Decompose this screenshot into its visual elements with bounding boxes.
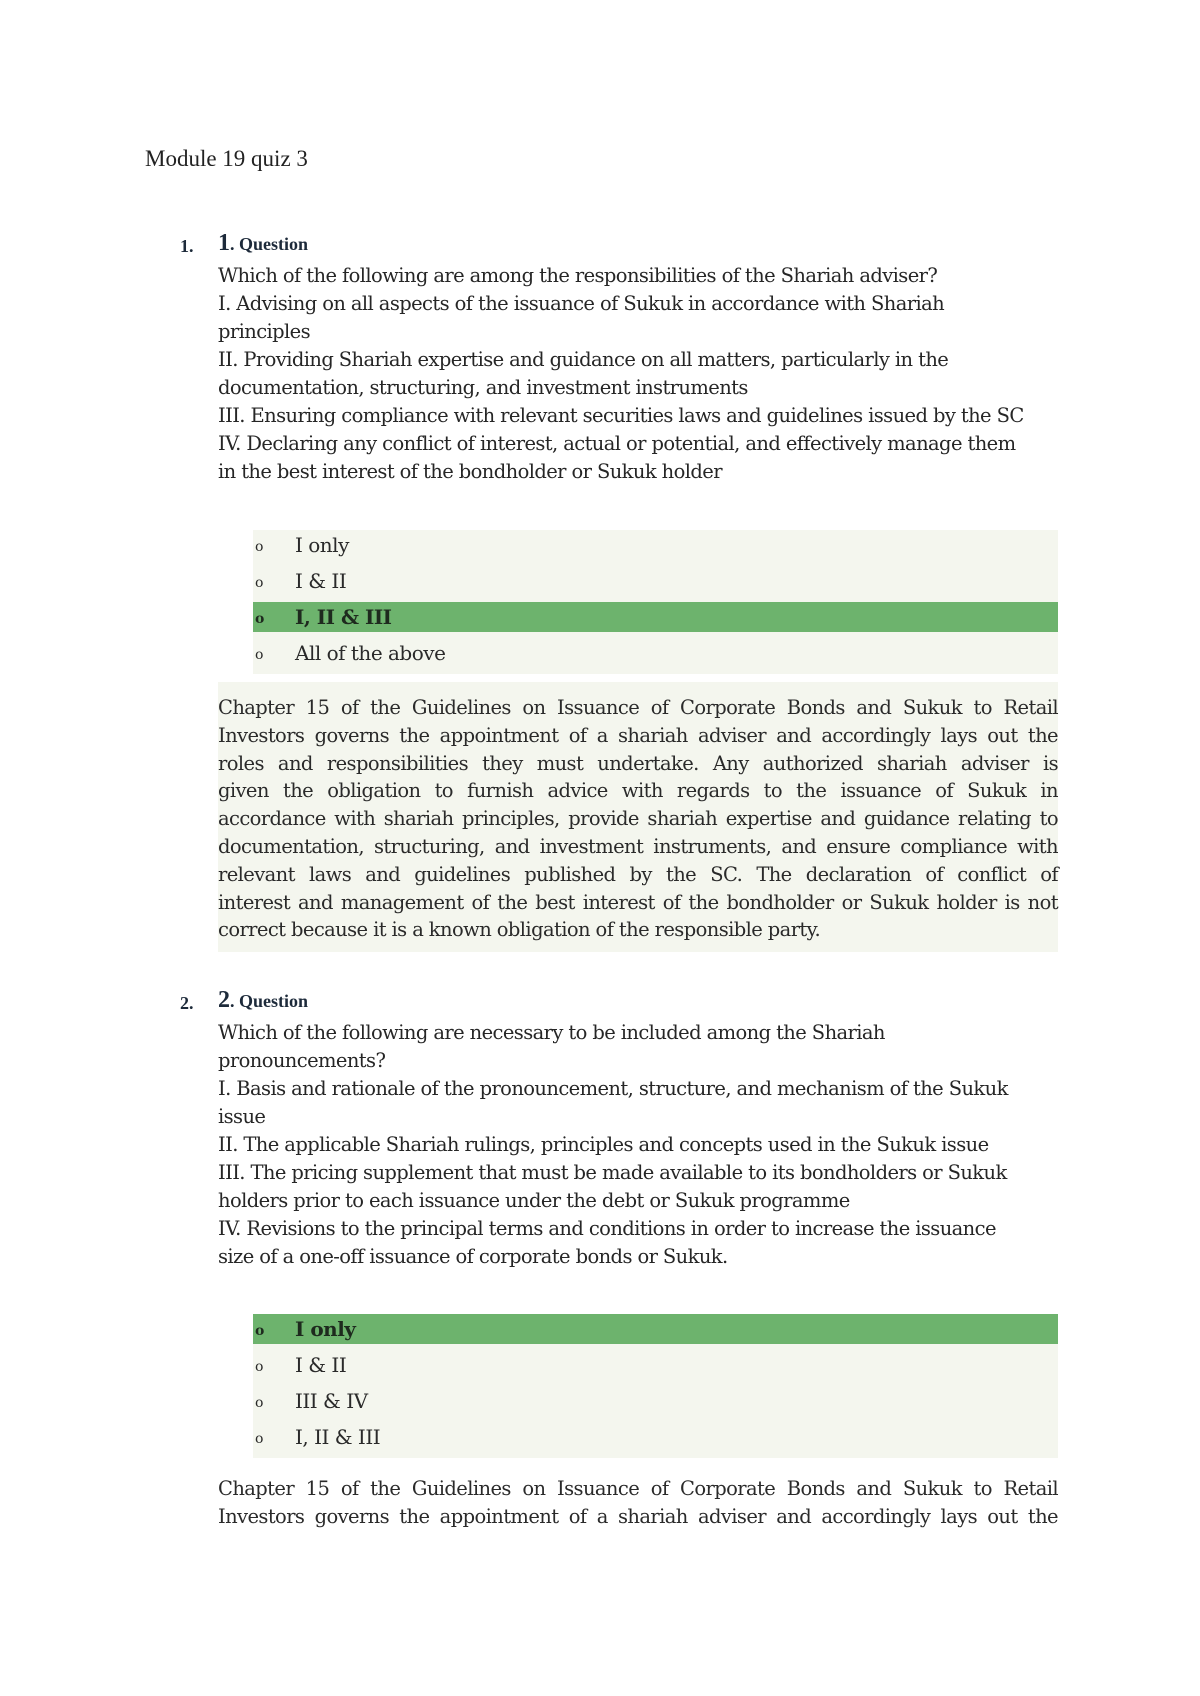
option-label: I, II & III	[295, 1425, 381, 1449]
option-label: I & II	[295, 1353, 347, 1377]
question-text-line: I. Basis and rationale of the pronouncement, structure, and mechanism of the Sukuk	[218, 1077, 1008, 1100]
question-text-line: Which of the following are among the responsibilities of the Shariah adviser?	[218, 264, 938, 287]
option-label: I & II	[295, 569, 347, 593]
explanation-line: Investors governs the appointment of a shariah adviser and accordingly lays out the	[218, 723, 1058, 747]
option-bullet: o	[255, 647, 263, 663]
explanation-line: relevant laws and guidelines published by the SC. The declaration of conflict of	[218, 862, 1058, 886]
explanation-line: interest and management of the best interest of the bondholder or Sukuk holder is not	[218, 890, 1058, 914]
answer-option-correct[interactable]	[253, 1314, 1058, 1350]
question-text-line: size of a one-off issuance of corporate bonds or Sukuk.	[218, 1245, 728, 1268]
explanation-line: given the obligation to furnish advice with regards to the issuance of Sukuk in	[218, 779, 1058, 803]
option-bullet: o	[255, 1323, 264, 1339]
page-title: Module 19 quiz 3	[145, 146, 308, 171]
question-2-number: 2.	[180, 993, 194, 1013]
question-text-line: documentation, structuring, and investment instruments	[218, 376, 748, 399]
explanation-line: documentation, structuring, and investment instruments, and ensure compliance with	[218, 834, 1058, 858]
question-text-line: holders prior to each issuance under the debt or Sukuk programme	[218, 1189, 850, 1212]
option-bullet: o	[255, 611, 264, 627]
explanation-line: roles and responsibilities they must undertake. Any authorized shariah adviser is	[218, 751, 1058, 775]
answer-option[interactable]	[253, 566, 1058, 602]
question-2-text	[218, 1019, 1058, 1271]
option-bullet: o	[255, 1359, 263, 1375]
explanation-line: correct because it is a known obligation of the responsible party.	[218, 918, 821, 942]
question-text-line: issue	[218, 1105, 266, 1128]
question-2-header	[218, 987, 308, 1014]
answer-option[interactable]	[253, 638, 1058, 674]
answer-option[interactable]	[253, 1350, 1058, 1386]
question-1-number: 1.	[180, 236, 194, 256]
question-text-line: pronouncements?	[218, 1049, 386, 1072]
answer-option[interactable]	[253, 1386, 1058, 1422]
answer-option[interactable]	[253, 530, 1058, 566]
option-label: I only	[295, 533, 349, 557]
explanation-line: accordance with shariah principles, provide shariah expertise and guidance relating to	[218, 807, 1058, 831]
option-label: I only	[295, 1317, 356, 1341]
answer-option[interactable]	[253, 1422, 1058, 1458]
question-text-line: I. Advising on all aspects of the issuance of Sukuk in accordance with Shariah	[218, 292, 945, 315]
question-1-explanation	[218, 682, 1058, 952]
question-1-header-label: . Question	[230, 234, 309, 254]
question-1-header	[218, 230, 308, 257]
question-1-text	[218, 262, 1058, 486]
option-label: I, II & III	[295, 605, 392, 629]
explanation-line: Investors governs the appointment of a shariah adviser and accordingly lays out the	[218, 1504, 1058, 1528]
correct-answer-highlight	[253, 1314, 1058, 1344]
explanation-line: Chapter 15 of the Guidelines on Issuance of Corporate Bonds and Sukuk to Retail	[218, 696, 1058, 719]
question-1-options	[253, 530, 1058, 674]
question-1-header-num: 1	[218, 230, 230, 256]
option-label: All of the above	[295, 641, 446, 665]
question-text-line: IV. Revisions to the principal terms and conditions in order to increase the issuance	[218, 1217, 996, 1240]
question-text-line: II. The applicable Shariah rulings, principles and concepts used in the Sukuk issue	[218, 1133, 989, 1156]
answer-option-correct[interactable]	[253, 602, 1058, 638]
question-text-line: IV. Declaring any conflict of interest, actual or potential, and effectively manage them	[218, 432, 1016, 455]
option-bullet: o	[255, 1395, 263, 1411]
question-2-header-num: 2	[218, 987, 230, 1013]
question-2-explanation	[218, 1463, 1058, 1531]
question-2-header-label: . Question	[230, 991, 309, 1011]
option-label: III & IV	[295, 1389, 368, 1413]
question-2-options	[253, 1314, 1058, 1458]
explanation-line: Chapter 15 of the Guidelines on Issuance of Corporate Bonds and Sukuk to Retail	[218, 1477, 1058, 1500]
option-bullet: o	[255, 1431, 263, 1447]
question-text-line: II. Providing Shariah expertise and guidance on all matters, particularly in the	[218, 348, 949, 371]
question-text-line: III. Ensuring compliance with relevant securities laws and guidelines issued by the SC	[218, 404, 1024, 427]
question-text-line: principles	[218, 320, 311, 343]
question-text-line: in the best interest of the bondholder or Sukuk holder	[218, 460, 722, 483]
option-bullet: o	[255, 575, 263, 591]
option-bullet: o	[255, 539, 263, 555]
question-text-line: III. The pricing supplement that must be made available to its bondholders or Sukuk	[218, 1161, 1007, 1184]
question-text-line: Which of the following are necessary to be included among the Shariah	[218, 1021, 885, 1044]
